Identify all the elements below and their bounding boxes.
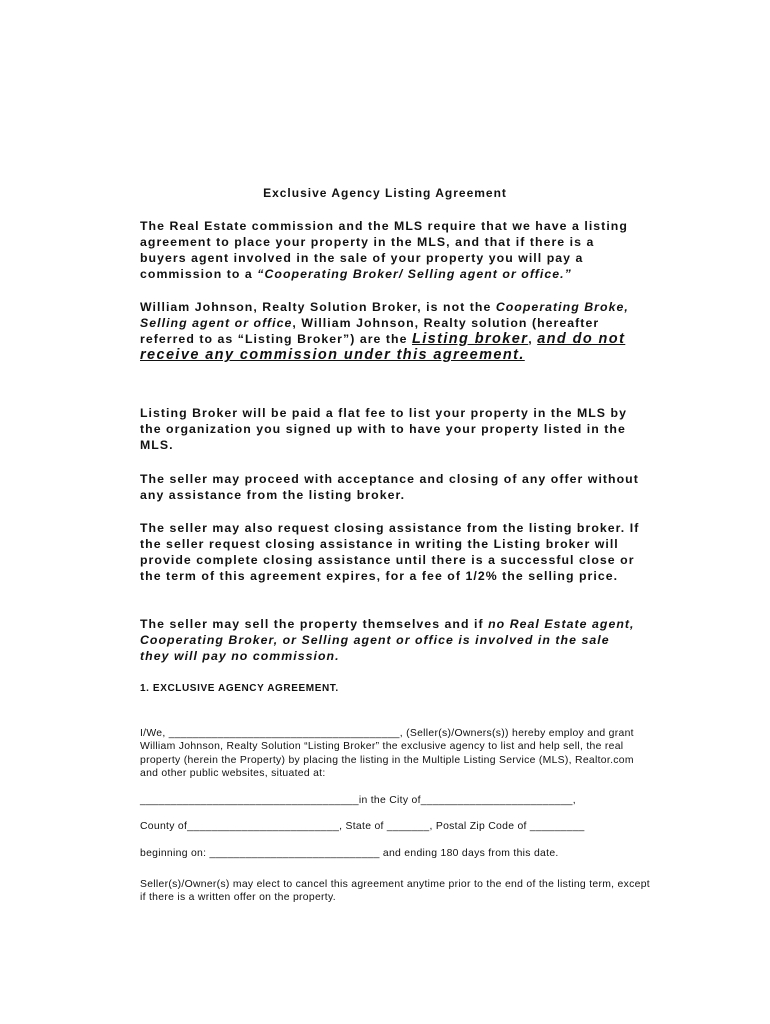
self-sale-italic: no Real Estate agent, Cooperating Broker, or Selling agent or office is involved in the sale they will pay no commission. xyxy=(140,617,635,663)
employ-clause: I/We, ______________________________________, (Seller(s)/Owners(s)) hereby employ and grant William Johnson, Realty Solution “Listing Broker” the exclusive agency to list and help sell, the real property (herein the Property) by placing the listing in the Multiple Listing Service (MLS), Realtor.com and other public websites, situated at: xyxy=(140,728,634,779)
section-heading: 1. EXCLUSIVE AGENCY AGREEMENT. xyxy=(140,683,339,694)
intro-paragraph xyxy=(140,218,640,282)
broker-paragraph xyxy=(140,299,640,363)
flat-fee-paragraph: Listing Broker will be paid a flat fee to list your property in the MLS by the organization you signed up with to have your property listed in the MLS. xyxy=(140,406,627,452)
self-sale-text: The seller may sell the property themselves and if xyxy=(140,617,489,631)
broker-italic-1: Cooperating Broke, Selling agent or office xyxy=(140,300,629,330)
intro-text: The Real Estate commission and the MLS require that we have a listing agreement to place your property in the MLS, and that if there is a buyers agent involved in the sale of your property you will pay a commission to a xyxy=(140,219,628,281)
closing-assistance-paragraph: The seller may also request closing assistance from the listing broker. If the seller request closing assistance in writing the Listing broker will provide complete closing assistance until there is a successful close or the term of this agreement expires, for a fee of 1/2% the selling price. xyxy=(140,521,640,583)
term-dates-line: beginning on: ____________________________ and ending 180 days from this date. xyxy=(140,848,559,859)
proceed-paragraph: The seller may proceed with acceptance and closing of any offer without any assistance from the listing broker. xyxy=(140,472,639,502)
broker-text-1: William Johnson, Realty Solution Broker, is not the xyxy=(140,300,496,314)
self-sale-paragraph xyxy=(140,616,640,664)
county-line: County of_________________________, State of _______, Postal Zip Code of _________ xyxy=(140,821,585,832)
broker-comma: , xyxy=(528,332,538,346)
document-title: Exclusive Agency Listing Agreement xyxy=(263,186,507,200)
cancellation-clause: Seller(s)/Owner(s) may elect to cancel this agreement anytime prior to the end of the listing term, except if there is a written offer on the property. xyxy=(140,879,650,904)
broker-text-2: , William Johnson, Realty solution (hereafter referred to as “Listing Broker”) are the xyxy=(140,316,600,346)
no-commission-emphasis: and do not receive any commission under this agreement. xyxy=(140,331,626,363)
listing-broker-emphasis: Listing broker xyxy=(411,331,529,347)
city-line: ____________________________________in the City of_________________________, xyxy=(140,795,576,806)
intro-quote: “Cooperating Broker/ Selling agent or office.” xyxy=(257,267,572,281)
